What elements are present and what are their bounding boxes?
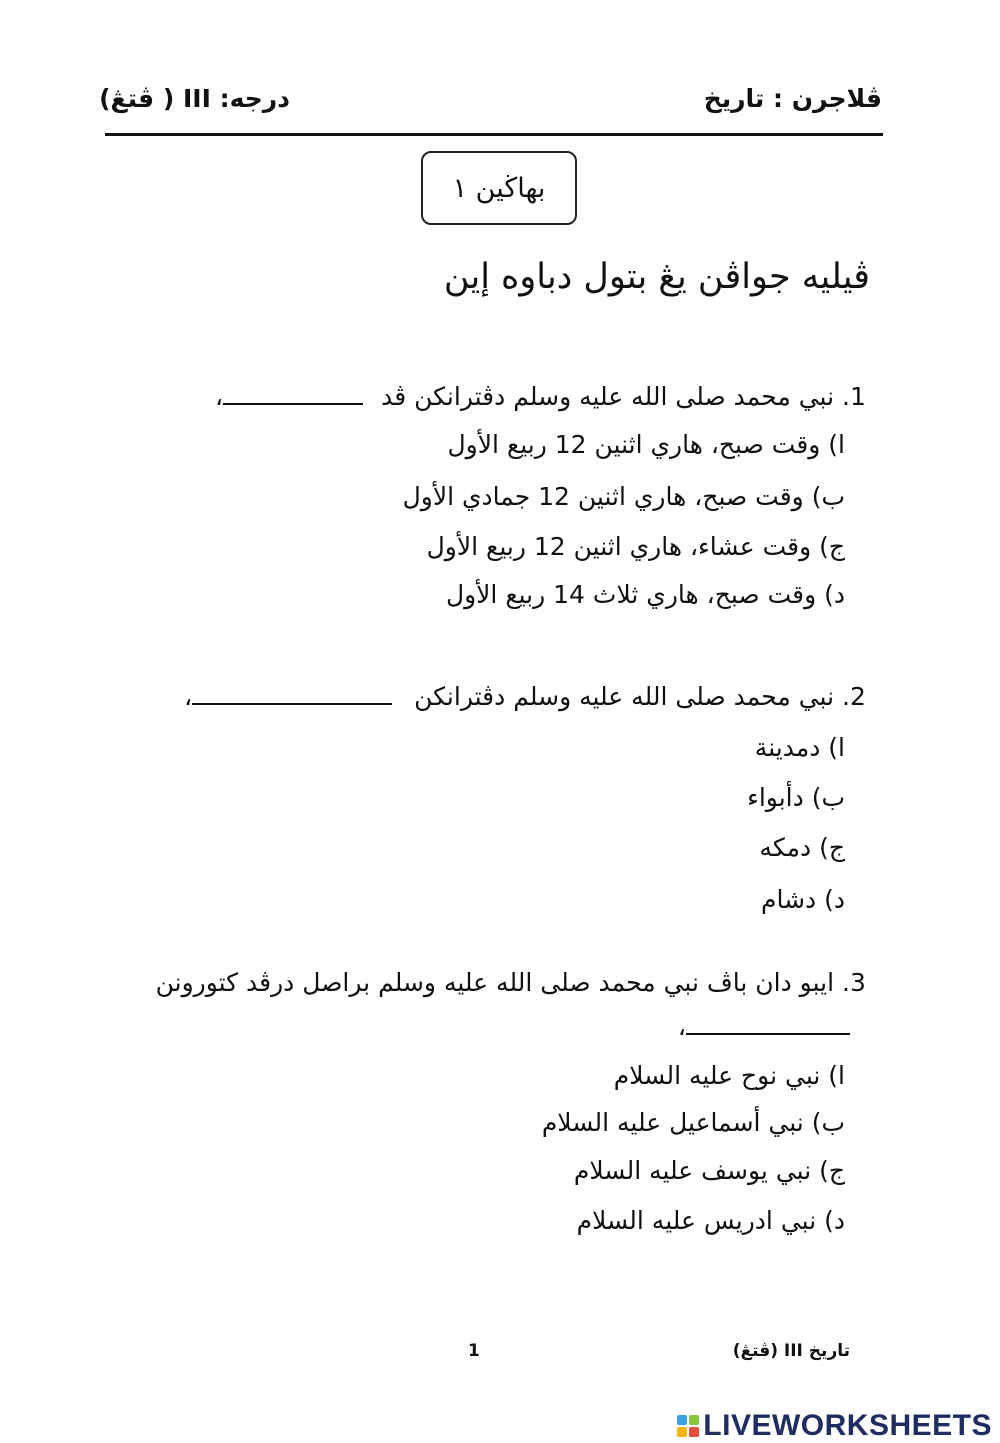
brand-name: LIVEWORKSHEETS bbox=[703, 1409, 992, 1442]
question-end: ، bbox=[184, 682, 193, 711]
option-3b[interactable]: ب) نبي أسماعيل عليه السلام bbox=[541, 1108, 845, 1137]
option-3a[interactable]: ا) نبي نوح عليه السلام bbox=[613, 1061, 845, 1090]
option-1a[interactable]: ا) وقت صبح، هاري اثنين 12 ربيع الأول bbox=[447, 430, 845, 459]
question-3 bbox=[156, 968, 880, 997]
option-2d[interactable]: د) دشام bbox=[760, 885, 845, 914]
section-title: بهاڬين ١ bbox=[452, 172, 546, 204]
section-title-box bbox=[421, 151, 577, 225]
question-text: نبي محمد صلى الله عليه وسلم دڤترانكن ڤد bbox=[381, 382, 835, 411]
instruction: ڤيليه جواڤن يڠ بتول دباوه إين bbox=[443, 257, 870, 297]
liveworksheets-icon bbox=[677, 1415, 699, 1437]
answer-blank[interactable] bbox=[192, 685, 392, 705]
option-1b[interactable]: ب) وقت صبح، هاري اثنين 12 جمادي الأول bbox=[402, 482, 845, 511]
option-2c[interactable]: ج) دمكه bbox=[759, 833, 845, 862]
subject-label: ڤلاجرن : تاريخ bbox=[703, 84, 882, 113]
header-divider bbox=[105, 133, 883, 136]
question-end: ، bbox=[677, 1012, 686, 1041]
option-2a[interactable]: ا) دمدينة bbox=[754, 733, 845, 762]
question-text: نبي محمد صلى الله عليه وسلم دڤترانكن bbox=[414, 682, 835, 711]
option-2b[interactable]: ب) دأبواء bbox=[747, 783, 845, 812]
question-1 bbox=[215, 382, 880, 411]
logo-square bbox=[689, 1415, 699, 1425]
answer-blank[interactable] bbox=[686, 1015, 850, 1035]
option-1c[interactable]: ج) وقت عشاء، هاري اثنين 12 ربيع الأول bbox=[426, 532, 845, 561]
question-2 bbox=[184, 682, 880, 711]
option-3c[interactable]: ج) نبي يوسف عليه السلام bbox=[573, 1156, 845, 1185]
logo-square bbox=[689, 1427, 699, 1437]
answer-blank[interactable] bbox=[223, 385, 363, 405]
question-text: ايبو دان باڤ نبي محمد صلى الله عليه وسلم براصل درڤد كتورونن bbox=[155, 968, 835, 997]
question-number: 1. bbox=[842, 382, 866, 411]
question-number: 3. bbox=[842, 968, 866, 997]
liveworksheets-logo[interactable] bbox=[677, 1409, 992, 1443]
page-number: 1 bbox=[468, 1341, 480, 1361]
grade-label: درجه: III ( ڤتڠ) bbox=[99, 84, 290, 113]
question-number: 2. bbox=[842, 682, 866, 711]
logo-square bbox=[677, 1415, 687, 1425]
option-1d[interactable]: د) وقت صبح، هاري ثلاث 14 ربيع الأول bbox=[445, 580, 845, 609]
option-3d[interactable]: د) نبي ادريس عليه السلام bbox=[576, 1206, 845, 1235]
question-end: ، bbox=[215, 382, 224, 411]
logo-square bbox=[677, 1427, 687, 1437]
question-3-line-2 bbox=[678, 1012, 850, 1041]
footer-book-label: تاريخ III (ڤتڠ) bbox=[732, 1341, 850, 1361]
